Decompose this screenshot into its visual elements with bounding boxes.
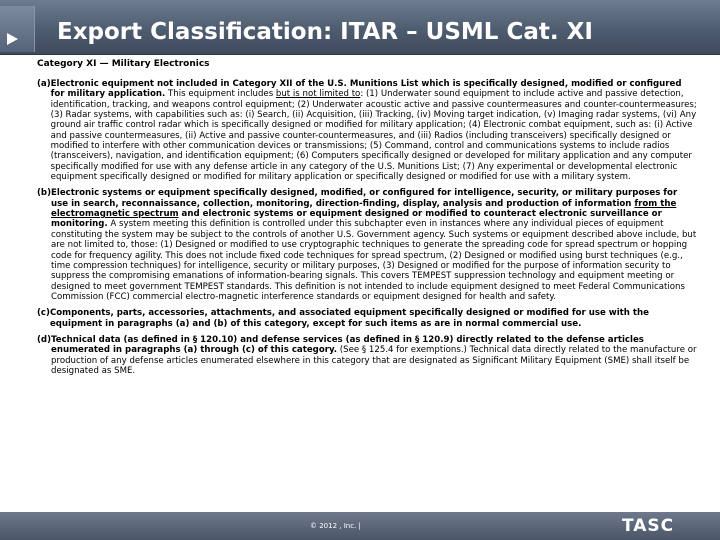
- paragraph-bold-text: Components, parts, accessories, attachments, and associated equipment specifically designed or modified for use with the equipment in paragraphs (a) and (b) of this category, except for such items as are in normal commercial use.: [49, 308, 649, 329]
- paragraph-underlined-text: but is not limited to: [275, 89, 361, 100]
- arrow-right-icon: [7, 33, 18, 45]
- paragraph-a: [37, 79, 697, 182]
- paragraph-body: [51, 188, 697, 302]
- copyright-text: © 2012 , Inc. |: [310, 522, 361, 530]
- paragraph-label: (b): [37, 188, 52, 199]
- paragraph-text: This equipment includes: [165, 89, 276, 100]
- paragraph-label: (d): [37, 334, 52, 345]
- paragraph-text: : (1) Underwater sound equipment to include active and passive detection, identification, tracking, and weapons control equipment; (2) Underwater acoustic active and passive countermeasures and counter-countermeasures; (3) Radar systems, with capabilities such as: (i) Search, (ii) Acquisition, (iii) Tracking, (iv) Moving target indication, (v) Imaging radar systems, (vi) Any ground air traffic control radar which is specifically designed or modified for military application; (4) Electronic combat equipment, such as: (i) Active and passive countermeasures, (ii) Active and passive counter-countermeasures, and (iii) Radios (including transceivers) specifically designed or modified to interfere with other communication devices or transmissions; (5) Command, control and communications systems to include radios (transceivers), navigation, and identification equipment; (6) Computers specifically designed or developed for military application and any computer specifically modified for use with any defense article in any category of the U.S. Munitions List; (7) Any experimental or developmental electronic equipment specifically designed or modified for military application or specifically designed or modified for use with a military system.: [50, 89, 697, 183]
- category-subtitle: Category XI — Military Electronics: [37, 59, 210, 69]
- paragraph-label: (c): [37, 308, 50, 319]
- paragraph-text: (See § 125.4 for exemptions.) Technical data directly related to the manufacture or production of any defense articles enumerated elsewhere in this category that are designated as Significant Military Equipment (SME) shall itself be designated as SME.: [51, 345, 697, 376]
- paragraph-c: [37, 308, 697, 329]
- header-tab: [0, 6, 35, 52]
- company-logo: TASC: [622, 516, 675, 536]
- paragraph-text: A system meeting this definition is controlled under this subchapter even in instances where any individual pieces of equipment constituting the system may be subject to the controls of another U.S. Government agency. Such systems or equipment described above include, but are not limited to, those: (1) Designed or modified to use cryptographic techniques to generate the spreading code for spread spectrum or hopping code for frequency agility. This does not include fixed code techniques for spread spectrum, (2) Designed or modified using burst techniques (e.g., time compression techniques) for intelligence, security or military purposes, (3) Designed or modified for the purpose of information security to suppress the compromising emanations of information-bearing signals. This covers TEMPEST suppression technology and equipment meeting or designed to meet government TEMPEST standards. This definition is not intended to include equipment designed to meet Federal Communications Commission (FCC) commercial electro-magnetic interference standards or equipment designed for health and safety.: [51, 219, 697, 302]
- paragraph-label: (a): [37, 79, 51, 89]
- paragraph-bold-text: and electronic systems or equipment designed or modified to counteract electronic surveillance or monitoring.: [51, 209, 662, 230]
- paragraph-bold-text: Technical data (as defined in § 120.10) and defense services (as defined in § 120.9) directly related to the defense articles enumerated in paragraphs (a) through (c) of this category.: [51, 334, 644, 356]
- paragraph-body: [51, 335, 697, 376]
- paragraph-bold-text: Electronic systems or equipment specifically designed, modified, or configured for intelligence, security, or military purposes for use in search, reconnaissance, collection, monitoring, direction-finding, display, analysis and production of information: [51, 188, 678, 209]
- paragraph-body: [51, 79, 697, 182]
- paragraph-bold-underlined-text: from the electromagnetic spectrum: [51, 198, 677, 220]
- paragraph-d: [37, 335, 697, 376]
- paragraph-body: [50, 308, 697, 329]
- paragraph-bold-text: Electronic equipment not included in Category XII of the U.S. Munitions List which is specifically designed, modified or configured for military application.: [50, 79, 682, 100]
- slide-content: [37, 79, 697, 382]
- slide-header: [0, 0, 720, 55]
- slide-footer: [0, 512, 720, 540]
- slide-title: Export Classification: ITAR – USML Cat. XI: [57, 19, 593, 45]
- paragraph-b: [37, 188, 697, 302]
